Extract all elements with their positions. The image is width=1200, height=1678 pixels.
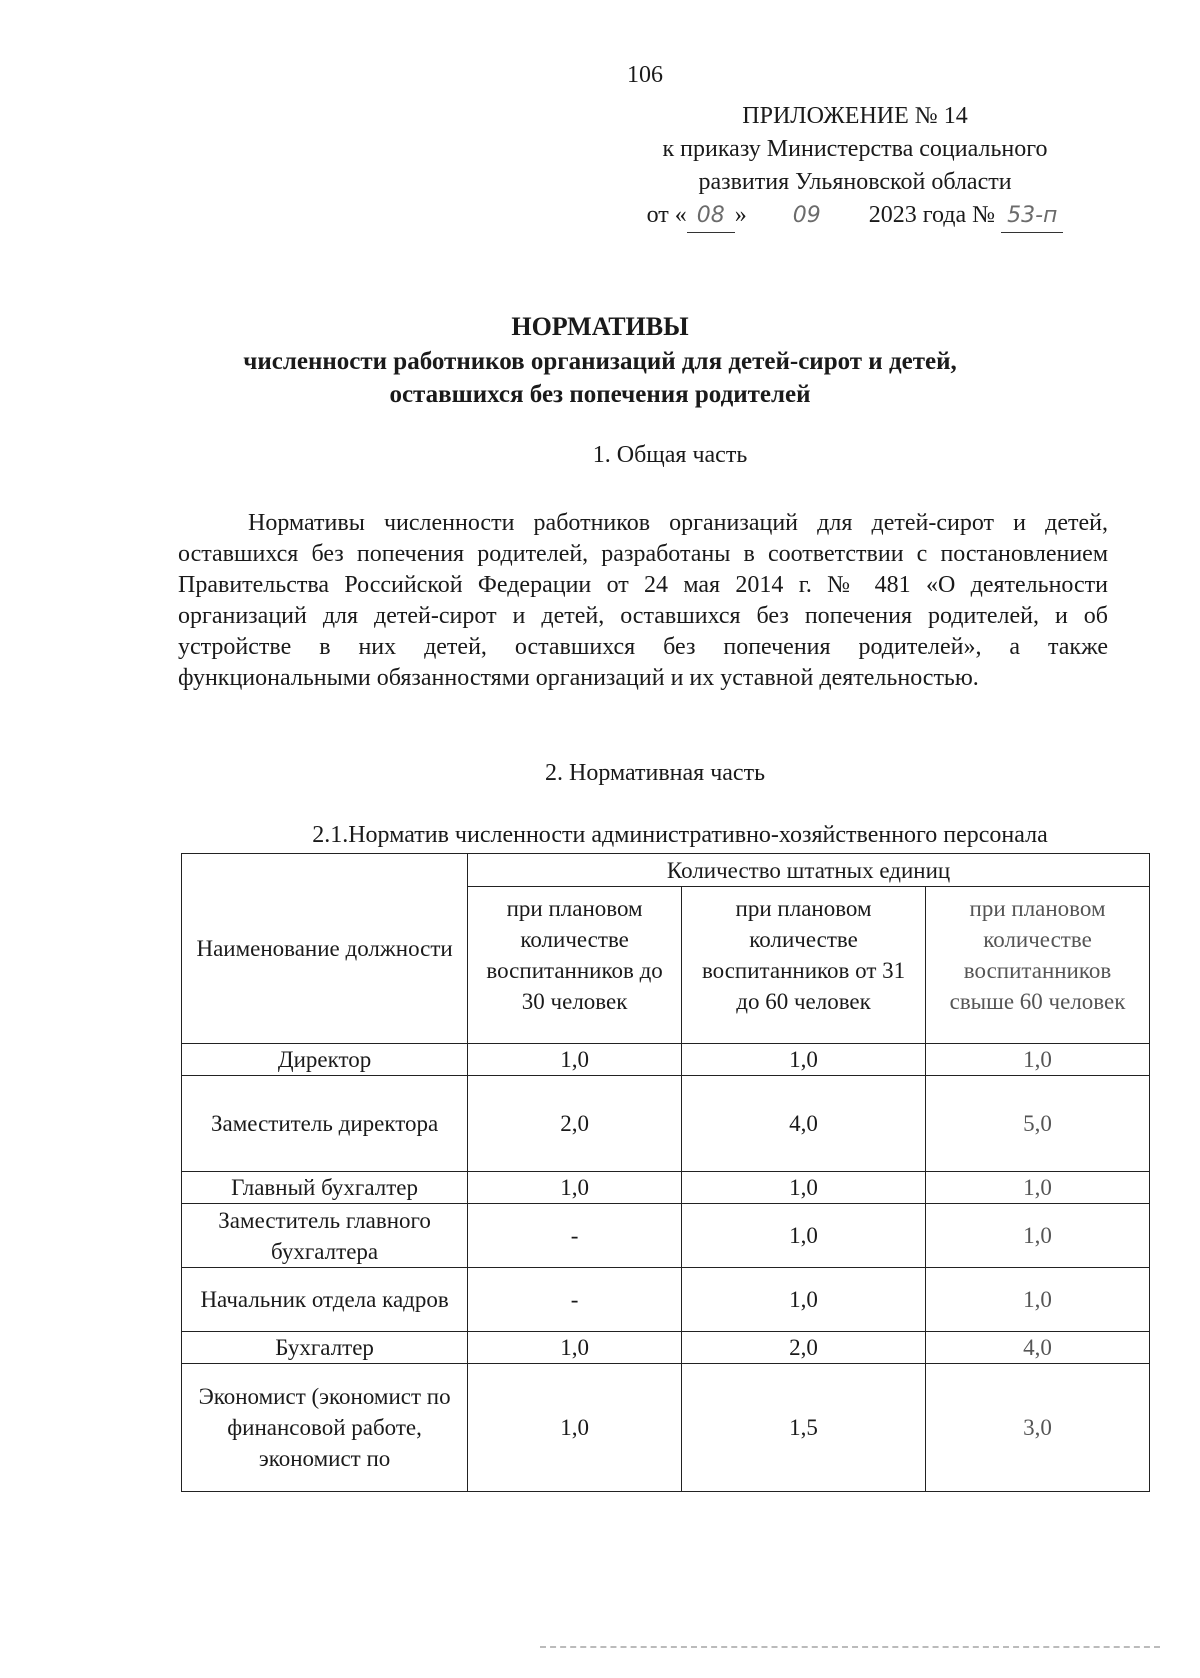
position-name: Бухгалтер bbox=[182, 1332, 468, 1364]
value-31-60: 1,0 bbox=[682, 1044, 926, 1076]
header-col-up-to-30: при плановом количестве воспитанников до 30 человек bbox=[468, 887, 682, 1044]
table-row bbox=[182, 1172, 1150, 1204]
appendix-header bbox=[610, 100, 1100, 233]
handwritten-day: 08 bbox=[687, 199, 735, 233]
value-up-to-30: 1,0 bbox=[468, 1332, 682, 1364]
header-position-name: Наименование должности bbox=[182, 854, 468, 1044]
scan-artifact-divider bbox=[540, 1646, 1160, 1650]
position-name: Экономист (экономист по финансовой работе, экономист по bbox=[182, 1364, 468, 1492]
appendix-ministry-line: развития Ульяновской области bbox=[698, 169, 1012, 195]
year-text: 2023 года № bbox=[868, 202, 996, 228]
value-up-to-30: - bbox=[468, 1268, 682, 1332]
position-name: Начальник отдела кадров bbox=[182, 1268, 468, 1332]
value-31-60: 2,0 bbox=[682, 1332, 926, 1364]
header-col-over-60: при плановом количестве воспитанников свыше 60 человек bbox=[926, 887, 1150, 1044]
date-mid: » bbox=[734, 202, 747, 228]
handwritten-number: 53-п bbox=[1001, 199, 1063, 233]
document-subtitle-line2: оставшихся без попечения родителей bbox=[389, 381, 811, 408]
table-row bbox=[182, 1204, 1150, 1268]
value-over-60: 1,0 bbox=[926, 1172, 1150, 1204]
document-subtitle-line1: численности работников организаций для детей-сирот и детей, bbox=[243, 348, 957, 375]
staffing-table bbox=[181, 853, 1150, 1492]
value-over-60: 5,0 bbox=[926, 1076, 1150, 1172]
table-caption: 2.1.Норматив численности административно-хозяйственного персонала bbox=[312, 822, 1048, 848]
table-row bbox=[182, 1332, 1150, 1364]
handwritten-month: 09 bbox=[792, 203, 821, 228]
value-over-60: 1,0 bbox=[926, 1044, 1150, 1076]
value-up-to-30: - bbox=[468, 1204, 682, 1268]
value-over-60: 1,0 bbox=[926, 1268, 1150, 1332]
appendix-date-line bbox=[610, 199, 1100, 233]
position-name: Директор bbox=[182, 1044, 468, 1076]
value-31-60: 1,0 bbox=[682, 1204, 926, 1268]
value-up-to-30: 1,0 bbox=[468, 1044, 682, 1076]
table-row bbox=[182, 1044, 1150, 1076]
table-row bbox=[182, 1268, 1150, 1332]
document-title: НОРМАТИВЫ bbox=[511, 312, 689, 341]
page-number: 106 bbox=[627, 62, 663, 88]
value-31-60: 4,0 bbox=[682, 1076, 926, 1172]
table-row bbox=[182, 1364, 1150, 1492]
value-31-60: 1,0 bbox=[682, 1268, 926, 1332]
position-name: Главный бухгалтер bbox=[182, 1172, 468, 1204]
body-paragraph-text: Нормативы численности работников организаций для детей-сирот и детей, оставшихся без попечения родителей, разработаны в соответствии с постановлением Правительства Российской Федерации от 24 мая 2014 г. № 481 «О деятельности организаций для детей-сирот и детей, оставшихся без попечения родителей, и об устройстве в них детей, оставшихся без попечения родителей», а также функциональными обязанностями организаций и их уставной деятельностью. bbox=[178, 510, 1108, 691]
header-staff-units: Количество штатных единиц bbox=[468, 854, 1150, 887]
value-over-60: 3,0 bbox=[926, 1364, 1150, 1492]
value-up-to-30: 1,0 bbox=[468, 1364, 682, 1492]
position-name: Заместитель главного бухгалтера bbox=[182, 1204, 468, 1268]
table-header-row bbox=[182, 854, 1150, 887]
value-up-to-30: 1,0 bbox=[468, 1172, 682, 1204]
value-over-60: 4,0 bbox=[926, 1332, 1150, 1364]
section-2-heading: 2. Нормативная часть bbox=[544, 760, 766, 786]
date-prefix: от « bbox=[646, 202, 687, 228]
table-row bbox=[182, 1076, 1150, 1172]
section-1-heading: 1. Общая часть bbox=[592, 442, 748, 468]
body-paragraph bbox=[178, 508, 1108, 694]
value-up-to-30: 2,0 bbox=[468, 1076, 682, 1172]
value-31-60: 1,0 bbox=[682, 1172, 926, 1204]
value-over-60: 1,0 bbox=[926, 1204, 1150, 1268]
appendix-title: ПРИЛОЖЕНИЕ № 14 bbox=[742, 103, 968, 129]
appendix-order-line: к приказу Министерства социального bbox=[662, 136, 1048, 162]
header-col-31-60: при плановом количестве воспитанников от 31 до 60 человек bbox=[682, 887, 926, 1044]
position-name: Заместитель директора bbox=[182, 1076, 468, 1172]
value-31-60: 1,5 bbox=[682, 1364, 926, 1492]
